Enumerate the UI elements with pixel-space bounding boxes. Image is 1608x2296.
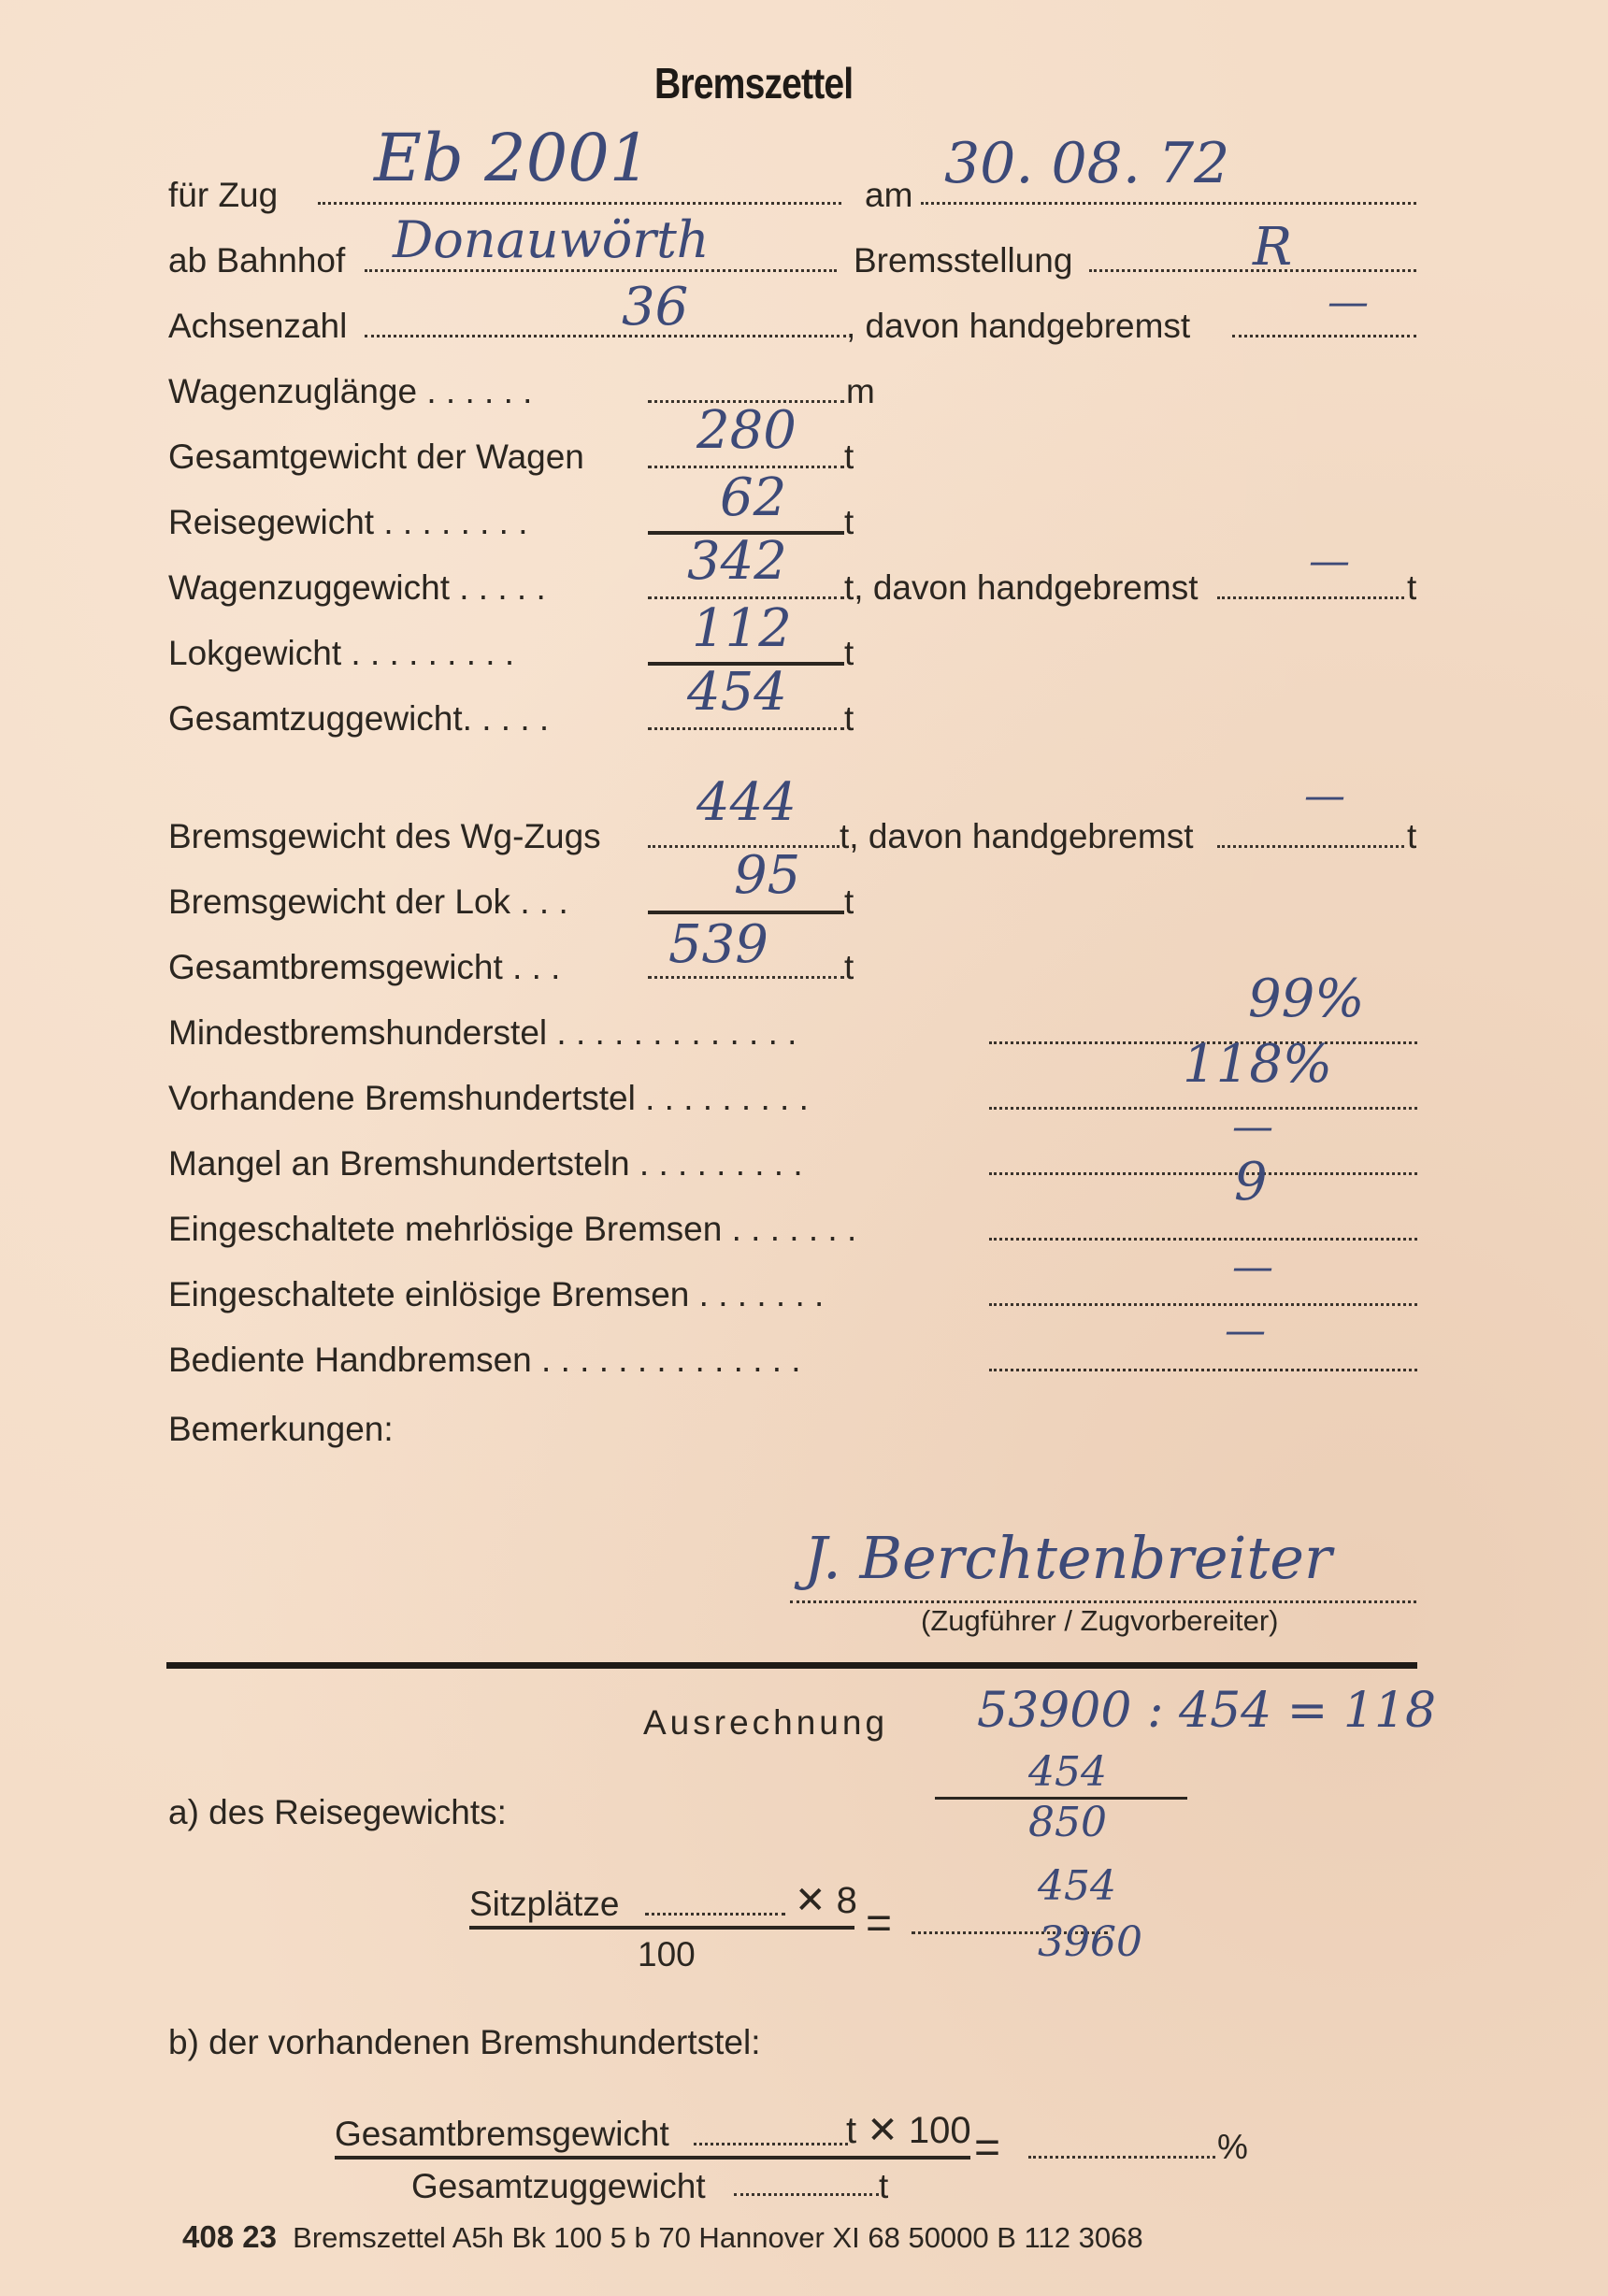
ausrechnung-heading: Ausrechnung [643,1703,889,1742]
wagenzuggewicht-hand-unit: t [1407,568,1417,607]
work-1: 454 [1028,1748,1107,1796]
einloesige-value: — [1232,1243,1273,1291]
bremsgewicht-lok-label: Bremsgewicht der Lok . . . [168,883,568,921]
times-100: t ✕ 100 [846,2110,971,2151]
section-divider [166,1662,1417,1669]
footer-line [182,2219,1143,2255]
mangel-line [989,1172,1417,1175]
ab-bahnhof-value: Donauwörth [393,210,710,269]
bremsgewicht-wg-hand-unit: t [1407,817,1417,855]
bremsstellung-label: Bremsstellung [854,241,1073,280]
am-label: am [865,176,913,214]
gesamtgewicht-wagen-label: Gesamtgewicht der Wagen [168,438,584,476]
einloesige-label: Eingeschaltete einlösige Bremsen . . . . . . . [168,1275,825,1313]
denominator-100: 100 [638,1935,696,1973]
lokgewicht-unit: t [844,634,854,672]
bremsgewicht-wg-hand-value: — [1304,772,1345,820]
bremsgewicht-wg-value: 444 [696,772,797,833]
sitzplaetze-label: Sitzplätze [469,1885,620,1923]
section-a-label: a) des Reisegewichts: [168,1793,507,1831]
wagenzuggewicht-hand-line [1217,596,1404,599]
gesamtbremsgewicht-value: 539 [668,914,768,975]
footer-text: Bremszettel A5h Bk 100 5 b 70 Hannover XI 68 50000 B 112 3068 [293,2221,1143,2254]
equals-b: = [974,2123,1001,2173]
zug-value: Eb 2001 [374,120,652,196]
result-b-line [1028,2156,1215,2159]
work-4: 3960 [1038,1918,1142,1966]
gesamtbremsgewicht-label: Gesamtbremsgewicht . . . [168,948,561,986]
times-8: ✕ 8 [795,1880,857,1921]
gesamtgewicht-wagen-unit: t [844,438,854,476]
gesamtbrems-label: Gesamtbremsgewicht [335,2115,669,2153]
bremsgewicht-wg-label: Bremsgewicht des Wg-Zugs [168,817,601,855]
signature: J. Berchtenbreiter [804,1524,1332,1592]
gesamtzuggewicht-line [648,727,844,730]
lokgewicht-value: 112 [692,598,792,659]
vorhandene-label: Vorhandene Bremshundertstel . . . . . . . . . [168,1079,809,1117]
section-b-label: b) der vorhandenen Bremshundertstel: [168,2023,761,2061]
mangel-extra: 9 [1234,1152,1268,1213]
ab-bahnhof-label: ab Bahnhof [168,241,346,280]
mindest-label: Mindestbremshunderstel . . . . . . . . . . . . . [168,1013,797,1052]
wagenzuglaenge-unit: m [846,372,875,410]
bremsgewicht-wg-suffix: t, davon handgebremst [840,817,1194,855]
wagenzuggewicht-label: Wagenzuggewicht . . . . . [168,568,546,607]
achsenzahl-value: 36 [622,277,689,337]
lokgewicht-label: Lokgewicht . . . . . . . . . [168,634,515,672]
zug-label: für Zug [168,176,279,214]
bremsgewicht-lok-value: 95 [734,845,801,906]
davon-hand-label: , davon handgebremst [846,307,1191,345]
am-line [921,202,1416,205]
reisegewicht-unit: t [844,503,854,541]
gesamtgewicht-wagen-value: 280 [696,400,797,461]
davon-hand-line [1232,335,1416,337]
gesamtzuggewicht-value: 454 [687,662,787,723]
bremsgewicht-wg-hand-line [1217,845,1404,848]
wagenzuggewicht-value: 342 [687,531,787,592]
work-2: 850 [1028,1799,1107,1846]
reisegewicht-label: Reisegewicht . . . . . . . . [168,503,528,541]
percent-sign: % [1217,2128,1248,2166]
handbremsen-value: — [1225,1307,1266,1355]
ab-bahnhof-line [365,269,837,272]
vorhandene-line [989,1107,1417,1110]
gesamtzuggewicht-label: Gesamtzuggewicht. . . . . [168,699,550,738]
gesamtzug-label: Gesamtzuggewicht [411,2167,706,2205]
vorhandene-value: 118% [1183,1034,1333,1095]
sitzplaetze-line [645,1913,785,1916]
form-title: Bremszettel [654,59,854,108]
gesamtbrems-line [694,2143,848,2145]
einloesige-line [989,1303,1417,1306]
zug-line [318,202,841,205]
mindest-value: 99% [1248,969,1365,1029]
bremsstellung-value: R [1253,217,1293,278]
bemerkungen-label: Bemerkungen: [168,1410,394,1448]
mehrloesige-label: Eingeschaltete mehrlösige Bremsen . . . . . . . [168,1210,857,1248]
gesamtzug-line [734,2193,879,2196]
gesamtzug-unit: t [879,2167,889,2205]
gesamtbremsgewicht-line [648,976,844,979]
ausrechnung-handwritten: 53900 : 454 = 118 [977,1683,1437,1739]
wagenzuggewicht-suffix: t, davon handgebremst [844,568,1199,607]
footer-code: 408 23 [182,2219,277,2254]
gesamtzuggewicht-unit: t [844,699,854,738]
mangel-value: — [1232,1103,1273,1151]
wagenzuglaenge-label: Wagenzuglänge . . . . . . [168,372,533,410]
signature-line [790,1600,1416,1603]
fraction-bar-b [335,2156,970,2160]
handbremsen-line [989,1369,1417,1371]
wagenzuggewicht-hand-value: — [1309,538,1350,585]
am-value: 30. 08. 72 [944,131,1230,196]
bremsgewicht-lok-unit: t [844,883,854,921]
work-3: 454 [1038,1862,1116,1910]
signature-caption: (Zugführer / Zugvorbereiter) [921,1604,1279,1637]
fraction-bar-a [469,1926,854,1930]
reisegewicht-value: 62 [720,467,787,528]
mehrloesige-line [989,1238,1417,1241]
mangel-label: Mangel an Bremshundertsteln . . . . . . . . . [168,1144,803,1183]
achsenzahl-line [365,335,846,337]
handbremsen-label: Bediente Handbremsen . . . . . . . . . . . . . . [168,1341,801,1379]
equals-a: = [866,1899,893,1948]
achsenzahl-label: Achsenzahl [168,307,348,345]
gesamtbremsgewicht-unit: t [844,948,854,986]
davon-hand-value: — [1328,279,1369,326]
